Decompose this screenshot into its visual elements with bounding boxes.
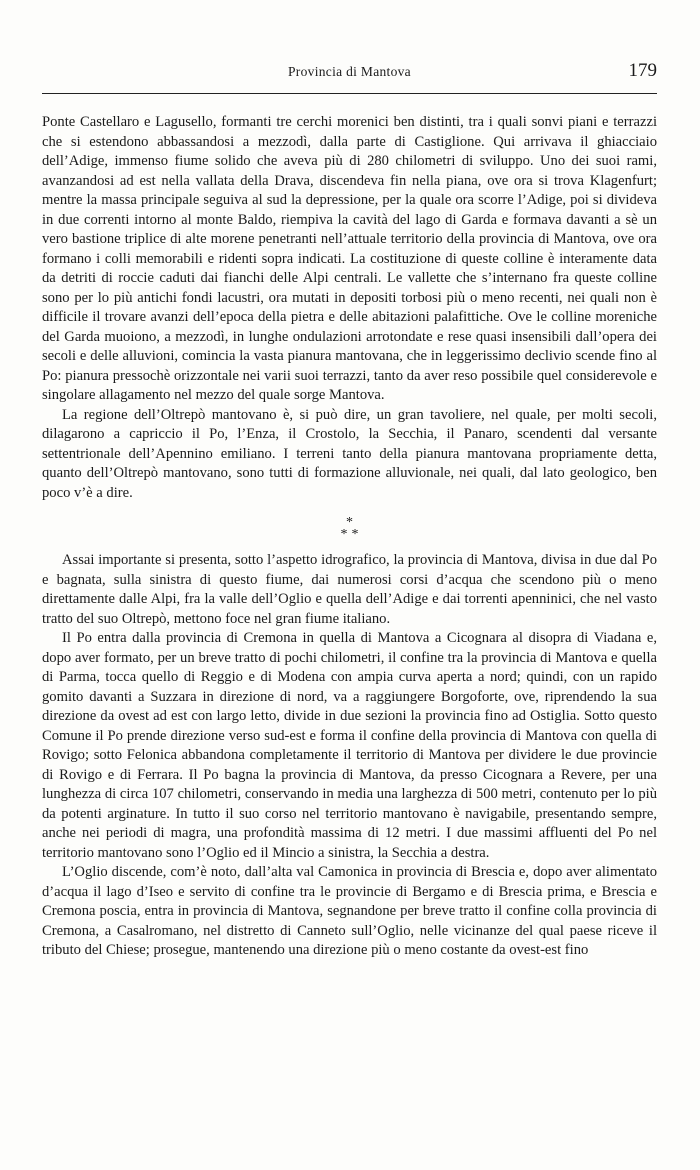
section-asterism (42, 517, 657, 541)
paragraph: Il Po entra dalla provincia di Cremona in quella di Mantova a Cicognara al disopra di Viadana e, dopo aver formato, per un breve tratto di pochi chilometri, il confine tra la provincia di Mantova e quella di Parma, tocca quello di Reggio e di Modena con ampia curva aperta a nord; quindi, con un rapido gomito davanti a Suzzara in direzione di nord, va a raggiungere Borgoforte, ove, riprendendo la sua direzione da ovest ad est con largo letto, divide in due sezioni la provincia fino ad Ostiglia. Sotto questo Comune il Po prende direzione verso sud-est e forma il confine della provincia di Mantova con quella di Rovigo; sotto Felonica abbandona completamente il territorio di Mantova per dividere le due provincie di Rovigo e di Ferrara. Il Po bagna la provincia di Mantova, da presso Cicognara a Revere, per una lunghezza di circa 107 chilometri, conservando in media una larghezza di 500 metri, contenuto per lo più da potenti arginature. In tutto il suo corso nel territorio mantovano è navigabile, presentando sempre, anche nei periodi di magra, una profondità massima di 12 metri. I due massimi affluenti del Po nel territorio mantovano sono l’Oglio ed il Mincio a sinistra, la Secchia a destra. (42, 630, 657, 861)
body-text (42, 113, 657, 961)
page-number: 179 (628, 60, 657, 81)
paragraph: La regione dell’Oltrepò mantovano è, si può dire, un gran tavoliere, nel quale, per molti secoli, dilagarono a capriccio il Po, l’Enza, il Crostolo, la Secchia, il Panaro, scendenti dal versante settentrionale dell’Apennino emiliano. I terreni tanto della pianura mantovana propriamente detta, quanto dell’Oltrepò mantovano, sono tutti di formazione alluvionale, nei quali, dal lato geologico, ben poco v’è a dire. (42, 406, 657, 501)
running-title: Provincia di Mantova (288, 64, 411, 79)
paragraph: L’Oglio discende, com’è noto, dall’alta val Camonica in provincia di Brescia e, dopo aver alimentato d’acqua il lago d’Iseo e servito di confine tra le provincie di Bergamo e di Brescia prima, e Brescia e Cremona poscia, entra in provincia di Mantova, segnandone per breve tratto il confine colla provincia di Cremona, a Casalromano, nel distretto di Canneto sull’Oglio, nelle vicinanze del qual paese riceve il tributo del Chiese; prosegue, mantenendo una direzione più o meno costante da ovest-est fino (42, 864, 657, 958)
header-rule (42, 93, 657, 94)
asterism-bottom: ** (340, 527, 363, 542)
book-page (42, 0, 657, 1170)
paragraph: Assai importante si presenta, sotto l’aspetto idrografico, la provincia di Mantova, divisa in due dal Po e bagnata, sulla sinistra di questo fiume, dai numerosi corsi d’acqua che scendono più o meno direttamente dalle Alpi, fra la valle dell’Oglio e quella dell’Adige e dai torrenti apenninici, che nel vasto tratto del suo Oltrepò, mettono foce nel gran fiume italiano. (42, 552, 657, 627)
asterism-top: * (346, 515, 353, 530)
paragraph: Ponte Castellaro e Lagusello, formanti tre cerchi morenici ben distinti, tra i quali sonvi piani e terrazzi che si estendono abbassandosi a mezzodì, dalla parte di Castiglione. Qui arrivava il ghiacciaio dell’Adige, immenso fiume solido che aveva più di 280 chilometri di sviluppo. Uno dei suoi rami, avanzandosi ad est nella vallata della Drava, discendeva fin nella piana, ove ora si trova Klagenfurt; mentre la massa principale seguiva al sud la depressione, per la quale ora scorre l’Adige, poi si divideva in due correnti intorno al monte Baldo, riempiva la cavità del lago di Garda e formava davanti a sè un vero bastione triplice di alte morene penetranti nell’attuale territorio della provincia di Mantova, ove ora formano i colli memorabili e ridenti sopra indicati. La costituzione di queste colline è interamente data da detriti di roccie caduti dai fianchi delle Alpi centrali. Le vallette che s’internano fra queste colline sono per lo più antichi fondi lacustri, ora mutati in depositi torbosi più o meno recenti, nei quali non è difficile il trovare avanzi dell’epoca della pietra e delle abitazioni palafittiche. Ove le colline moreniche del Garda muoiono, a mezzodì, in lunghe ondulazioni arrotondate e rese quasi insensibili dall’opera dei secoli e delle alluvioni, comincia la vasta pianura mantovana, che in leggerissimo declivio scende fino al Po: pianura pressochè orizzontale nei varii suoi terrazzi, tanto da aver reso possibile quel considerevole e singolare allagamento nel mezzo del quale sorge Mantova. (42, 114, 657, 403)
running-head (42, 60, 657, 86)
